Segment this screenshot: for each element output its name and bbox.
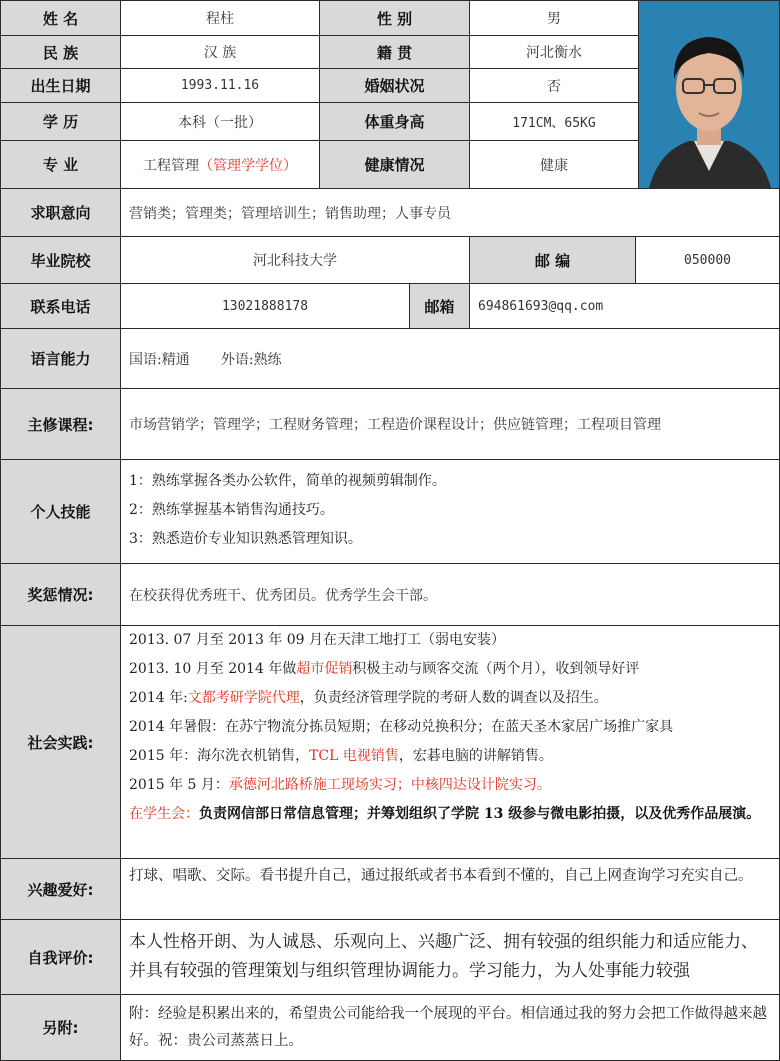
self-eval-label: 自我评价:	[0, 919, 121, 995]
school-value: 河北科技大学	[120, 236, 470, 284]
practice-highlight: 在学生会：	[129, 806, 199, 822]
practice-highlight: 文都考研学院代理	[187, 690, 300, 706]
practice-text: 2015 年：海尔洗衣机销售，	[129, 748, 310, 764]
major-label: 专 业	[0, 140, 121, 189]
phone-value: 13021888178	[120, 283, 410, 329]
skills-list	[120, 459, 780, 564]
awards-value: 在校获得优秀班干、优秀团员。优秀学生会干部。	[120, 563, 780, 626]
practice-text: 2013. 10 月至 2014 年做	[129, 661, 297, 677]
birth-date-value: 1993.11.16	[120, 68, 320, 103]
ethnicity-value: 汉 族	[120, 35, 320, 69]
native-place-label: 籍 贯	[319, 35, 470, 69]
ethnicity-label: 民 族	[0, 35, 121, 69]
gender-value: 男	[469, 0, 639, 36]
health-value: 健康	[469, 140, 639, 189]
school-label: 毕业院校	[0, 236, 121, 284]
zip-label: 邮 编	[469, 236, 636, 284]
skills-label: 个人技能	[0, 459, 121, 564]
language-label: 语言能力	[0, 328, 121, 389]
body-stats-value: 171CM、65KG	[469, 102, 639, 141]
practice-text: 2015 年 5 月：	[129, 777, 229, 793]
practice-line: 2014 年暑假：在苏宁物流分拣员短期；在移动兑换积分；在蓝天圣木家居广场推广家具	[129, 719, 674, 735]
native-place-value: 河北衡水	[469, 35, 639, 69]
birth-date-label: 出生日期	[0, 68, 121, 103]
job-intent-value: 营销类；管理类；管理培训生；销售助理；人事专员	[120, 188, 780, 237]
practice-line	[129, 655, 771, 684]
zip-value: 050000	[635, 236, 780, 284]
practice-bold-text: 负责网信部日常信息管理；并筹划组织了学院 13 级参与微电影拍摄，以及优秀作品展演。	[199, 806, 761, 822]
language-value: 国语:精通 外语:熟练	[120, 328, 780, 389]
practice-highlight: 超市促销	[296, 661, 353, 677]
hobby-value: 打球、唱歌、交际。看书提升自己，通过报纸或者书本看到不懂的，自己上网查询学习充实自己。	[120, 858, 780, 920]
job-intent-label: 求职意向	[0, 188, 121, 237]
practice-label: 社会实践:	[0, 625, 121, 859]
courses-label: 主修课程:	[0, 388, 121, 460]
hobby-label: 兴趣爱好:	[0, 858, 121, 920]
email-value: 694861693@qq.com	[469, 283, 780, 329]
health-label: 健康情况	[319, 140, 470, 189]
major-degree: （管理学学位）	[199, 157, 297, 174]
courses-value: 市场营销学；管理学；工程财务管理；工程造价课程设计；供应链管理；工程项目管理	[120, 388, 780, 460]
practice-line	[129, 771, 771, 800]
major-value	[120, 140, 320, 189]
skill-item: 3：熟悉造价专业知识熟悉管理知识。	[129, 531, 362, 547]
practice-text: ，负责经济管理学院的考研人数的调查以及招生。	[299, 690, 608, 706]
major-name: 工程管理	[143, 157, 199, 174]
practice-list	[120, 625, 780, 859]
email-label: 邮箱	[409, 283, 470, 329]
marital-status-value: 否	[469, 68, 639, 103]
phone-label: 联系电话	[0, 283, 121, 329]
practice-highlight: 承德河北路桥施工现场实习；中核四达设计院实习。	[228, 777, 551, 793]
education-label: 学 历	[0, 102, 121, 141]
practice-highlight: TCL 电视销售	[309, 748, 399, 764]
name-label: 姓 名	[0, 0, 121, 36]
body-stats-label: 体重身高	[319, 102, 470, 141]
marital-status-label: 婚姻状况	[319, 68, 470, 103]
practice-text: 2014 年:	[129, 690, 188, 706]
extra-value: 附：经验是积累出来的，希望贵公司能给我一个展现的平台。相信通过我的努力会把工作做得越来越好。祝：贵公司蒸蒸日上。	[120, 994, 780, 1061]
extra-label: 另附:	[0, 994, 121, 1061]
profile-photo	[638, 0, 780, 189]
skill-item: 2：熟练掌握基本销售沟通技巧。	[129, 502, 334, 518]
practice-text: 积极主动与顾客交流（两个月），收到领导好评	[352, 661, 640, 677]
name-value: 程柱	[120, 0, 320, 36]
practice-line	[129, 800, 771, 829]
education-value: 本科（一批）	[120, 102, 320, 141]
self-eval-value: 本人性格开朗、为人诚恳、乐观向上、兴趣广泛、拥有较强的组织能力和适应能力、并具有较强的管理策划与组织管理协调能力。学习能力，为人处事能力较强	[120, 919, 780, 995]
practice-line: 2013. 07 月至 2013 年 09 月在天津工地打工（弱电安装）	[129, 632, 506, 648]
portrait-image	[639, 1, 779, 188]
practice-text: ，宏碁电脑的讲解销售。	[398, 748, 553, 764]
practice-line	[129, 742, 771, 771]
gender-label: 性 别	[319, 0, 470, 36]
awards-label: 奖惩情况:	[0, 563, 121, 626]
skill-item: 1：熟练掌握各类办公软件，简单的视频剪辑制作。	[129, 473, 446, 489]
practice-line	[129, 684, 771, 713]
